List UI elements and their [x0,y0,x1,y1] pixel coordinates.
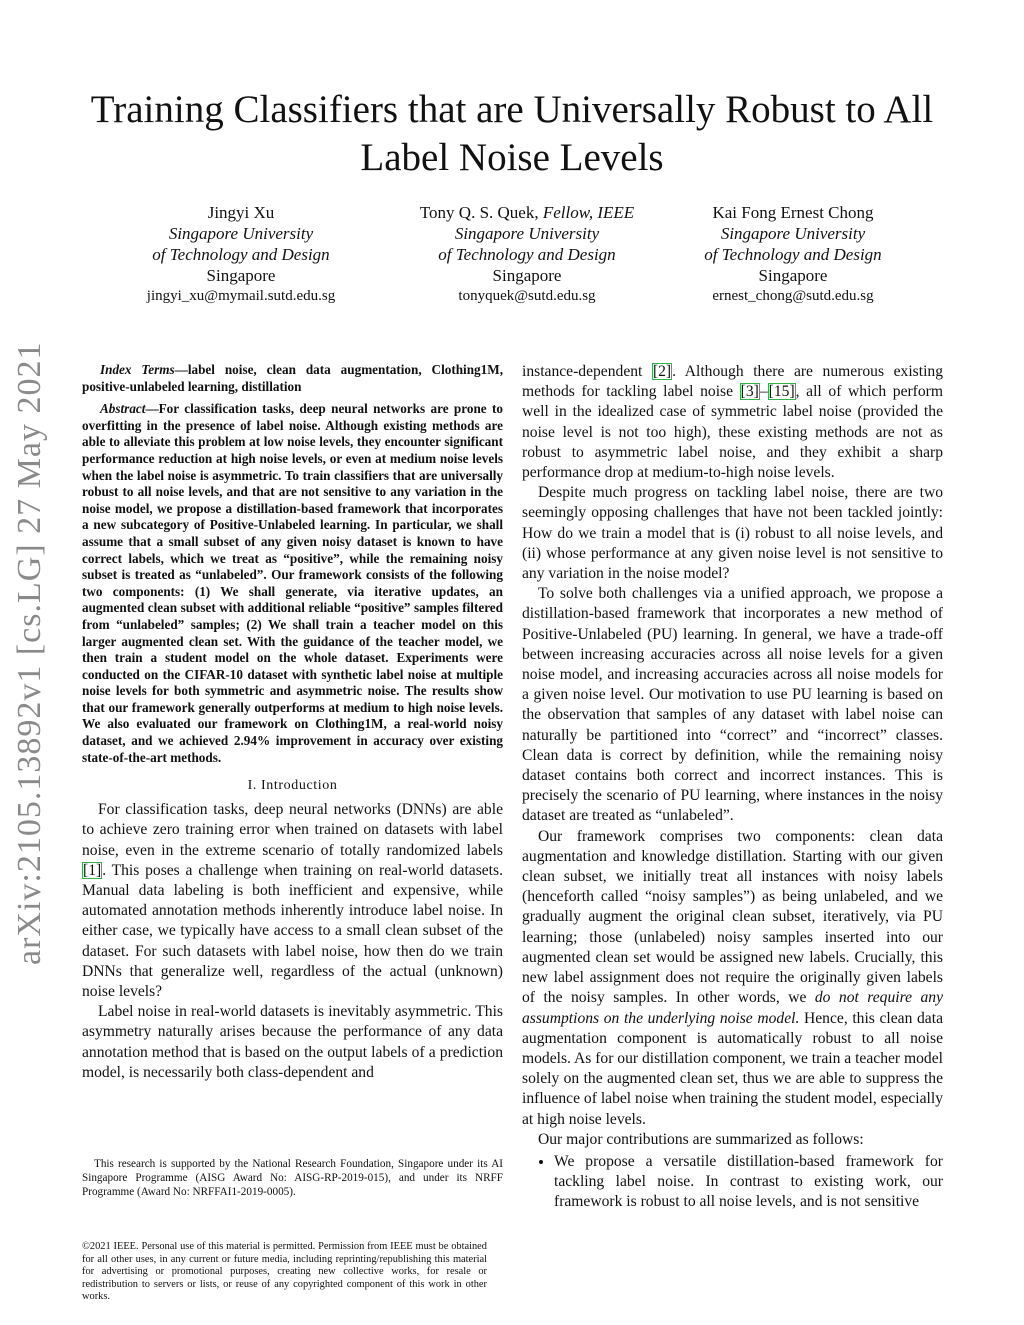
text-run: Hence, this clean data augmentation component is automatically robust to all noise models. As for our distillation component, we train a teacher model solely on the augmented clean set, thus we are able to suppress the influence of label noise when training the student model, especially at high noise levels. [522,1009,943,1128]
author-name: Kai Fong Ernest Chong [712,203,874,222]
author-affiliation: Singapore University [720,224,866,243]
contribution-list [522,1152,943,1213]
author-email[interactable]: jingyi_xu@mymail.sutd.edu.sg [146,288,336,304]
section-heading: I. Introduction [247,778,338,794]
abstract-text: —For classification tasks, deep neural networks are prone to overfitting in the presence of label noise. Although existing methods are able to alleviate this problem at low noise levels, they encounter significant performance reduction at high noise levels, or even at medium noise levels when the label noise is asymmetric. To train classifiers that are universally robust to all noise levels, and that are not sensitive to any variation in the noise model, we propose a distillation-based framework that incorporates a new subcategory of Positive-Unlabeled learning. In particular, we shall assume that a small subset of any given noisy dataset is known to have correct labels, which we treat as “positive”, while the remaining noisy subset is treated as “unlabeled”. Our framework consists of the following two components: (1) We shall generate, via iterative updates, an augmented clean subset with additional reliable “positive” samples filtered from “unlabeled” samples; (2) We shall train a teacher model on this larger augmented clean set. With the guidance of the teacher model, we then train a student model on the whole dataset. Experiments were conducted on the CIFAR-10 dataset with synthetic label noise at multiple noise levels for both symmetric and asymmetric noise. The results show that our framework generally outperforms at medium to high noise levels. We also evaluated our framework on Clothing1M, a real-world noisy dataset, and we achieved 2.94% improvement in accuracy over existing state-of-the-art methods. [82,401,503,765]
arxiv-identifier[interactable]: arXiv:2105.13892v1 [cs.LG] 27 May 2021 [11,341,48,965]
body-paragraph: To solve both challenges via a unified approach, we propose a distillation-based framework that incorporates a new method of Positive-Unlabeled (PU) learning. In general, we have a trade-off between increasing accuracies across all noise levels for a given noise model, and increasing accuracies across all noise models for a given noise level. Our motivation to use PU learning is based on the observation that samples of any dataset with label noise can naturally be partitioned into “correct” and “incorrect” classes. Clean data is correct by definition, while the remaining noisy dataset contains both correct and incorrect instances. This is precisely the scenario of PU learning, where instances in the noisy dataset are treated as “unlabeled”. [522,585,943,825]
author-affiliation: Singapore University [168,224,314,243]
author-block [643,202,943,307]
author-country: Singapore [492,266,562,285]
author-title: Fellow, IEEE [538,203,635,222]
text-run: . This poses a challenge when training on real-world datasets. Manual data labeling is both inefficient and expensive, while automated annotation methods inherently introduce label noise. In either case, we typically have access to a small clean subset of the dataset. For such datasets with label noise, how then do we train DNNs that generalize well, regardless of the actual (unknown) noise levels? [82,861,503,1001]
body-paragraph: Despite much progress on tackling label noise, there are two seemingly opposing challenges that have not been tackled jointly: How do we train a model that is (i) robust to all noise levels, and (ii) whose performance at any given noise level is not sensitive to any variation in the noise model? [522,484,943,583]
right-column [522,362,943,1213]
left-column [82,362,503,1083]
body-paragraph [522,362,943,483]
list-item: • We propose a versatile distillation-based framework for tackling label noise. In contrast to existing work, our framework is robust to all noise levels, and is not sensitive [554,1152,943,1213]
author-affiliation: Singapore University [454,224,600,243]
author-affiliation: of Technology and Design [704,245,882,264]
text-run: instance-dependent [522,363,652,380]
abstract [82,401,503,766]
body-paragraph [82,800,503,1002]
author-affiliation: of Technology and Design [152,245,330,264]
body-paragraph: Our major contributions are summarized as follows: [538,1130,864,1148]
citation-link[interactable]: [3] [740,383,759,401]
body-paragraph: Label noise in real-world datasets is inevitably asymmetric. This asymmetry naturally arises because the performance of any data annotation method that is based on the output labels of a prediction model, is necessarily both class-dependent and [82,1003,503,1081]
author-block [377,202,677,307]
author-name [377,202,677,223]
citation-link[interactable]: [2] [652,363,672,380]
copyright-notice: ©2021 IEEE. Personal use of this material is permitted. Permission from IEEE must be obtained for all other uses, in any current or future media, including reprinting/republishing this material for advertising or promotional purposes, creating new collective works, for resale or redistribution to servers or lists, or reuse of any copyrighted component of this work in other works. [82,1241,487,1303]
author-country: Singapore [758,266,828,285]
citation-link[interactable]: [15] [768,383,795,401]
author-email[interactable]: ernest_chong@sutd.edu.sg [712,288,874,304]
author-block [91,202,391,307]
index-terms [82,362,503,395]
index-terms-text: —label noise, clean data augmentation, Clothing1M, positive-unlabeled learning, distillation [82,362,503,394]
author-name: Jingyi Xu [207,203,275,222]
author-country: Singapore [206,266,276,285]
citation-link[interactable]: [1] [83,861,102,879]
text-run: – [759,383,768,401]
body-paragraph [522,827,943,1130]
abstract-label: Abstract [100,401,146,417]
author-affiliation: of Technology and Design [438,245,616,264]
text-run: , all of which perform well in the idealized case of symmetric label noise (provided the noise level is not too high), these existing methods are not as robust to asymmetric label noise, and they exhibit a sharp performance drop at medium-to-high noise levels. [522,383,943,482]
text-run: Our framework comprises two components: clean data augmentation and knowledge distillation. Starting with our given clean subset, we initially treat all instances with noisy labels (henceforth called “noisy samples”) as being unlabeled, and we gradually augment the original clean subset, iteratively, via PU learning; those (unlabeled) noisy samples inserted into our augmented clean set would be assigned new labels. Crucially, this new label assignment does not require the originally given labels of the noisy samples. In other words, we [522,827,943,1007]
index-terms-label: Index Terms [100,362,175,377]
emphasis-text: do not require any assumptions on the underlying noise model. [522,989,943,1027]
text-run: For classification tasks, deep neural networks (DNNs) are able to achieve zero training error when trained on datasets with label noise, even in the extreme scenario of totally randomized labels [82,801,503,859]
author-email[interactable]: tonyquek@sutd.edu.sg [458,288,596,304]
author-name-text: Tony Q. S. Quek, [419,203,539,222]
text-run: . Although there are numerous existing methods for tackling label noise [522,363,943,401]
paper-title: Training Classifiers that are Universally Robust to All Label Noise Levels [90,88,934,179]
funding-footnote: This research is supported by the National Research Foundation, Singapore under its AI Singapore Programme (AISG Award No: AISG-RP-2019-015), and under its NRFF Programme (Award No: NRFFAI1-2019-0005). [82,1158,503,1198]
